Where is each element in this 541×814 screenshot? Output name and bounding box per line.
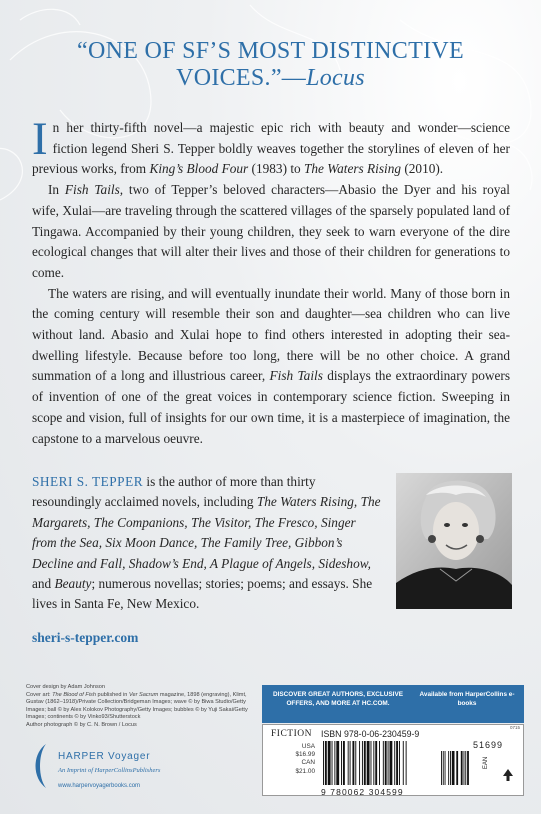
promo-right-text: Available from HarperCollins e-books [419,691,515,707]
barcode-graphic [323,741,473,789]
barcode-box [262,724,524,796]
price-list [285,743,315,776]
blurb-p1-title-2: The Waters Rising [303,161,402,177]
publisher-imprint-c: Publishers [132,767,161,774]
credits-photo: Author photograph © by C. N. Brown / Locus [26,721,137,728]
credits-art-title: The Blood of Fish [52,691,96,698]
blurb-paragraph-3 [32,284,510,450]
barcode-digits: 9 780062 304599 [321,787,404,797]
publisher-imprint-b: HarperCollins [94,767,133,774]
author-bio-text-a: is the author of more than thirty resoundingly acclaimed novels, including [32,474,316,510]
review-quote [0,38,541,92]
blurb-p1-title-1: King’s Blood Four [149,161,249,177]
cover-credits [26,684,258,730]
blurb-p2-text-b: two of Tepper’s beloved characters—Abasio the Dyer and his royal wife, Xulai—are traveling through the scattered villages of the sparsely populated land of Tingawa. Accompanied by their young children, they seek to warn everyone of the dire ecological changes that will alter their lives and those of their children for generations to come. [32,182,510,280]
blurb-p2-text-a: In [48,182,65,198]
publisher-url[interactable]: www.harpervoyagerbooks.com [58,783,141,789]
blurb-p1-text-a: n her thirty-fifth novel—a majestic epic rich with beauty and wonder—science fiction legend Sheri S. Tepper boldly weaves together the storylines of eleven of her previous works, from [32,120,510,177]
credits-art-a: Cover art: [26,691,53,698]
ean-label: EAN [483,756,490,770]
blurb-paragraph-2 [32,180,510,284]
quote-line-1: “ONE OF SF’S MOST DISTINCTIVE [77,38,464,64]
author-name: SHERI S. TEPPER [32,474,144,489]
credits-art-title-2: Ver Sacrum [128,691,159,698]
credits-art-c: magazine, 1898 (engraving), Klimt, Gustav (1862–1918)/Private Collection/Bridgeman Images; wave © by Biwa Studio/Getty Images; ball © by Alex Kolokov Photography/Getty Images; bubbles © by Yuji Sakai/Getty Images; continents © by Vinko93/Shutterstock [26,691,248,721]
arrow-up-icon [503,769,513,781]
publisher-imprint-a: An Imprint of [58,767,95,774]
credits-design: Cover design by Adam Johnson [26,684,105,690]
blurb-p3-title: Fish Tails [269,368,323,384]
blurb-p2-title: Fish Tails, [64,182,124,198]
cover-code: 0715 [510,725,521,730]
blurb-p3-text-b: displays the extraordinary powers of invention of one of the great voices in contemporary science fiction. Sweeping in scope and vision, full of insights for our own time, it is a masterpiece of imagination, the capstone to a marvelous oeuvre. [32,368,510,446]
author-works-list: The Waters Rising, The Margarets, The Companions, The Visitor, The Fresco, Singer from the Sea, Six Moon Dance, The Family Tree, Gibbon’s Decline and Fall, Shadow’s End, A Plague of Angels, Sideshow, [32,494,381,571]
promo-left-text: DISCOVER GREAT AUTHORS, EXCLUSIVE OFFERS, AND MORE AT HC.COM. [273,691,403,707]
promo-bar [262,685,524,723]
isbn-text: ISBN 978-0-06-230459-9 [321,729,420,739]
quote-line-2 [0,65,541,92]
blurb-p1-text-c: (2010). [401,161,444,177]
credits-art-b: published in [95,691,129,698]
barcode-addon-digits: 51699 [473,740,504,750]
price-usa-label: USA [301,743,315,750]
drop-cap: I [32,113,48,165]
author-website-link[interactable]: sheri-s-tepper.com [32,630,139,645]
price-usa-value: $16.99 [295,751,315,759]
author-bio-text-b: and [32,576,55,592]
blurb-p3-text-a: The waters are rising, and will eventually inundate their world. Many of those born in the coming century will resemble their son and daughter—sea children who can live without land. Abasio and Xulai hope to find others interested in adopting their sea-dwelling lifestyle. Because before too long, there will be no other choice. A grand summation of a long and illustrious career, [32,285,510,384]
author-photo [396,473,512,609]
category-label: FICTION [271,729,312,739]
blurb-paragraph-1 [32,113,510,180]
author-bio [32,472,382,615]
price-can-value: $21.00 [295,767,315,775]
author-last-work: Beauty [54,576,92,592]
credits-art [26,692,258,722]
publisher-name: HARPER Voyager [58,751,151,762]
quote-line-2-text: VOICES.”— [176,65,307,91]
book-blurb [32,113,510,449]
blurb-p1-text-b: (1983) to [248,161,304,177]
price-can-label: CAN [301,759,315,767]
publisher-imprint [58,767,160,774]
quote-source: Locus [306,65,365,91]
author-bio-text-c: ; numerous novellas; stories; poems; and essays. She lives in Santa Fe, New Mexico. [32,576,373,612]
